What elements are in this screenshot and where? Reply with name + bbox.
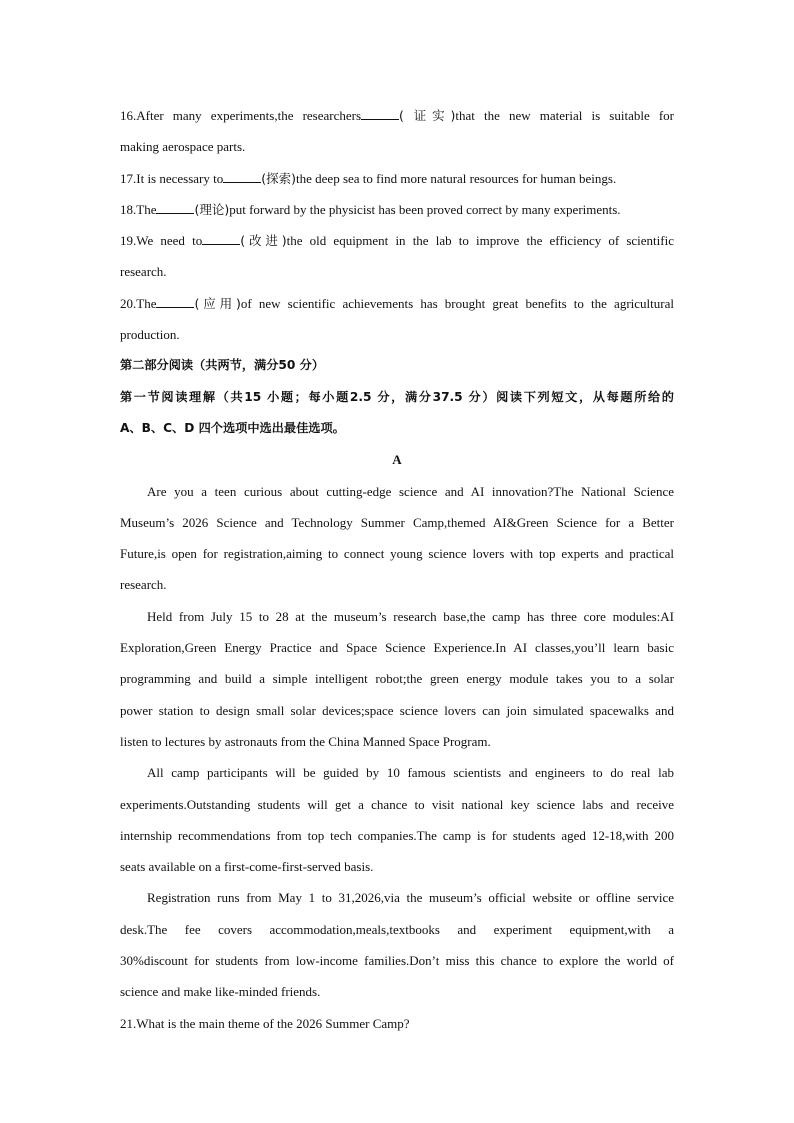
word-hint: (应用) [194, 295, 241, 311]
question-number: 16. [120, 108, 137, 123]
answer-blank[interactable] [202, 234, 240, 245]
passage-paragraph-4 [120, 882, 674, 1007]
answer-blank[interactable] [156, 203, 194, 214]
passage-line: 30%discount for students from low-income families.Don’t miss this chance to explore the world of [120, 953, 674, 969]
passage-line: programming and build a simple intelligent robot;the green energy module takes you to a solar [120, 671, 674, 687]
section-instructions-line1: 第一节阅读理解（共15 小题；每小题2.5 分，满分37.5 分）阅读下列短文，从每题所给的 [120, 389, 674, 404]
passage-line: All camp participants will be guided by 10 famous scientists and engineers to do real lab [147, 765, 674, 781]
question-number: 19. [120, 233, 137, 249]
question-text: the deep sea to find more natural resources for human beings. [296, 170, 617, 186]
question-19-line1 [120, 225, 674, 256]
passage-line: research. [120, 577, 167, 593]
word-hint: (理论) [194, 201, 230, 217]
question-19-line2: research. [120, 264, 167, 280]
question-18 [120, 194, 674, 225]
question-16-line2: making aerospace parts. [120, 139, 246, 155]
question-number: 20. [120, 295, 137, 311]
section-instructions-line2: A、B、C、D 四个选项中选出最佳选项。 [120, 420, 345, 435]
question-text: After many experiments,the researchers [136, 108, 362, 123]
passage-paragraph-1 [120, 476, 674, 601]
part-title: 第二部分阅读（共两节，满分50 分） [120, 358, 325, 373]
question-20-line1 [120, 288, 674, 319]
passage-line: seats available on a first-come-first-served basis. [120, 859, 374, 875]
question-16-line1 [120, 100, 674, 131]
passage-line: science and make like-minded friends. [120, 984, 321, 1000]
passage-line: Are you a teen curious about cutting-edge science and AI innovation?The National Science [147, 483, 674, 499]
passage-line: Exploration,Green Energy Practice and Space Science Experience.In AI classes,you’ll learn basic [120, 640, 674, 656]
question-text: It is necessary to [136, 170, 224, 186]
passage-line: internship recommendations from top tech companies.The camp is for students aged 12-18,with 200 [120, 827, 674, 843]
question-text: the old equipment in the lab to improve the efficiency of scientific [286, 233, 674, 249]
word-hint: (改进) [240, 233, 287, 249]
answer-blank[interactable] [223, 172, 261, 183]
question-text: The [136, 201, 157, 217]
question-20-line2: production. [120, 327, 180, 343]
question-text: put forward by the physicist has been proved correct by many experiments. [229, 201, 621, 217]
passage-line: power station to design small solar devices;space science lovers can join simulated spacewalks and [120, 702, 674, 718]
passage-line: desk.The fee covers accommodation,meals,textbooks and experiment equipment,with a [120, 921, 674, 937]
passage-line: Held from July 15 to 28 at the museum’s research base,the camp has three core modules:AI [147, 608, 674, 624]
passage-line: Registration runs from May 1 to 31,2026,via the museum’s official website or offline service [147, 890, 674, 906]
passage-line: listen to lectures by astronauts from the China Manned Space Program. [120, 733, 491, 749]
passage-line: Future,is open for registration,aiming to connect young science lovers with top experts and practical [120, 546, 674, 562]
question-text: that the new material is suitable for [455, 108, 674, 123]
document-page [120, 100, 674, 1039]
question-text: The [136, 295, 157, 311]
passage-label: A [392, 452, 402, 468]
question-17 [120, 163, 674, 194]
question-text: of new scientific achievements has brought great benefits to the agricultural [240, 295, 674, 311]
passage-paragraph-2 [120, 601, 674, 757]
answer-blank[interactable] [156, 297, 194, 308]
passage-line: Museum’s 2026 Science and Technology Summer Camp,themed AI&Green Science for a Better [120, 514, 674, 530]
word-hint: ( 证实) [399, 108, 456, 123]
question-text: We need to [136, 233, 203, 249]
passage-paragraph-3 [120, 757, 674, 882]
answer-blank[interactable] [361, 109, 399, 120]
question-number: 17. [120, 170, 137, 186]
question-number: 18. [120, 201, 137, 217]
passage-line: experiments.Outstanding students will get a chance to visit national key science labs and receive [120, 796, 674, 812]
word-hint: (探索) [261, 170, 297, 186]
question-21: 21.What is the main theme of the 2026 Summer Camp? [120, 1015, 410, 1031]
